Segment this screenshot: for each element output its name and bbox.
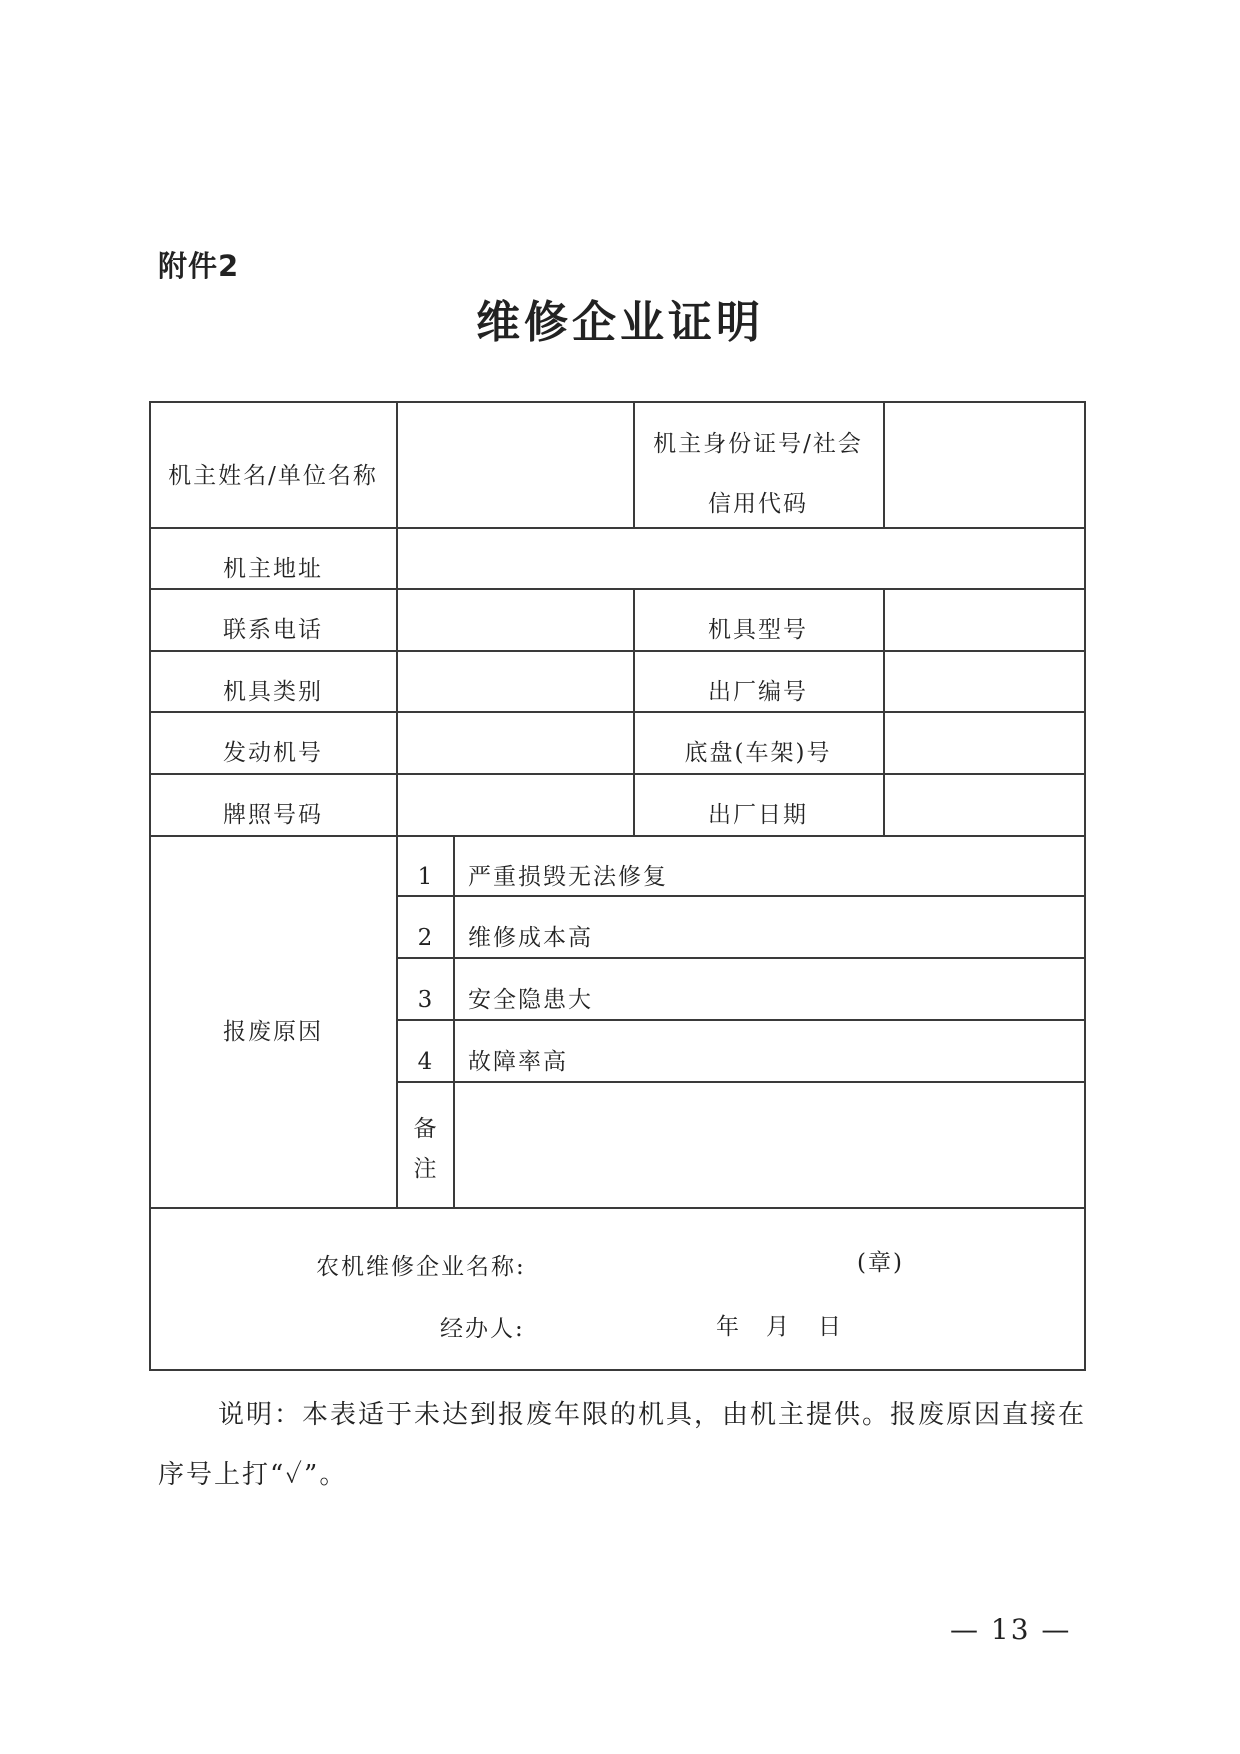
reason-text: 安全隐患大	[468, 987, 593, 1013]
row-divider	[149, 588, 1086, 590]
row-divider	[398, 895, 1086, 897]
engine-number-label: 发动机号	[223, 740, 323, 766]
model-label: 机具型号	[708, 617, 808, 643]
day-label: 日	[818, 1314, 843, 1340]
chassis-number-label: 底盘(车架)号	[684, 740, 832, 766]
row-divider	[149, 650, 1086, 652]
remark-label-char1: 备	[413, 1116, 439, 1142]
reason-text: 维修成本高	[468, 925, 593, 951]
owner-name-label: 机主姓名/单位名称	[168, 463, 378, 489]
reason-number[interactable]: 4	[417, 1049, 435, 1075]
owner-id-label-line2: 信用代码	[708, 491, 808, 517]
row-divider	[149, 773, 1086, 775]
reason-text: 严重损毁无法修复	[468, 864, 668, 890]
table-border-left	[149, 401, 151, 1371]
factory-number-label: 出厂编号	[708, 679, 808, 705]
plate-number-label: 牌照号码	[223, 802, 323, 828]
year-label: 年	[716, 1314, 741, 1340]
owner-address-label: 机主地址	[223, 556, 323, 582]
row-divider	[149, 835, 1086, 837]
table-border-bottom	[151, 1369, 1086, 1371]
column-divider	[883, 588, 885, 835]
month-label: 月	[766, 1314, 791, 1340]
table-border-right	[1084, 401, 1086, 1371]
document-title: 维修企业证明	[476, 297, 764, 348]
reason-text: 故障率高	[468, 1049, 568, 1075]
table-border-top	[149, 401, 1086, 403]
row-divider	[149, 527, 1086, 529]
column-divider	[633, 401, 635, 527]
row-divider	[149, 1207, 1086, 1209]
reason-number[interactable]: 1	[417, 864, 435, 890]
handler-label: 经办人:	[440, 1316, 525, 1342]
seal-label: (章)	[857, 1250, 904, 1276]
row-divider	[398, 957, 1086, 959]
row-divider	[398, 1081, 1086, 1083]
column-divider	[453, 835, 455, 1207]
instruction-note: 说明：本表适于未达到报废年限的机具，由机主提供。报废原因直接在序号上打“✓”。	[158, 1400, 1087, 1490]
attachment-label: 附件2	[158, 249, 240, 283]
reason-number[interactable]: 3	[417, 987, 435, 1013]
column-divider	[883, 401, 885, 527]
column-divider	[633, 588, 635, 835]
reason-number[interactable]: 2	[417, 925, 435, 951]
category-label: 机具类别	[223, 679, 323, 705]
phone-label: 联系电话	[223, 617, 323, 643]
factory-date-label: 出厂日期	[708, 802, 808, 828]
page-number: — 13 —	[950, 1613, 1072, 1646]
remark-label-char2: 注	[413, 1156, 439, 1182]
owner-id-label-line1: 机主身份证号/社会	[653, 431, 863, 457]
enterprise-name-label: 农机维修企业名称:	[316, 1254, 526, 1280]
column-divider	[396, 401, 398, 1207]
row-divider	[149, 711, 1086, 713]
row-divider	[398, 1019, 1086, 1021]
scrap-reason-label: 报废原因	[223, 1019, 323, 1045]
